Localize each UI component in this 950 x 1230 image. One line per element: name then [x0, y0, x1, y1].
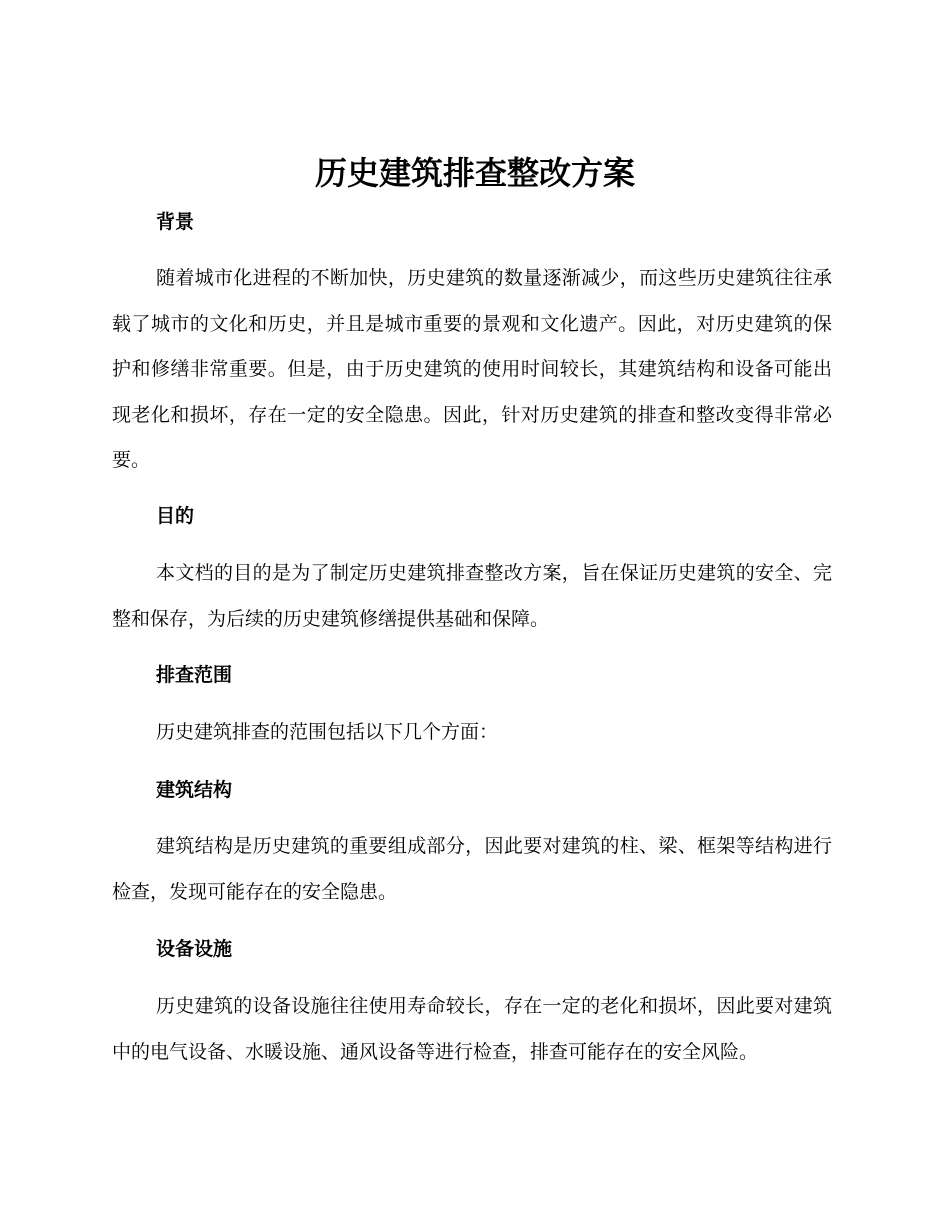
section-heading-purpose: 目的 — [156, 505, 195, 527]
section-paragraph-equipment: 历史建筑的设备设施往往使用寿命较长，存在一定的老化和损坏，因此要对建筑中的电气设备、水暖设施、通风设备等进行检查，排查可能存在的安全风险。 — [112, 995, 832, 1063]
section-paragraph-purpose: 本文档的目的是为了制定历史建筑排查整改方案，旨在保证历史建筑的安全、完整和保存，为后续的历史建筑修缮提供基础和保障。 — [112, 562, 832, 630]
section-paragraph-structure: 建筑结构是历史建筑的重要组成部分，因此要对建筑的柱、梁、框架等结构进行检查，发现可能存在的安全隐患。 — [112, 835, 832, 903]
section-heading-background: 背景 — [156, 211, 195, 233]
section-heading-equipment: 设备设施 — [156, 938, 233, 960]
section-heading-structure: 建筑结构 — [156, 779, 233, 801]
section-paragraph-scope: 历史建筑排查的范围包括以下几个方面： — [156, 721, 499, 743]
section-heading-scope: 排查范围 — [156, 664, 233, 686]
section-paragraph-background: 随着城市化进程的不断加快，历史建筑的数量逐渐减少，而这些历史建筑往往承载了城市的文化和历史，并且是城市重要的景观和文化遗产。因此，对历史建筑的保护和修缮非常重要。但是，由于历史建筑的使用时间较长，其建筑结构和设备可能出现老化和损坏，存在一定的安全隐患。因此，针对历史建筑的排查和整改变得非常必要。 — [112, 267, 832, 471]
document-title: 历史建筑排查整改方案 — [314, 154, 635, 192]
